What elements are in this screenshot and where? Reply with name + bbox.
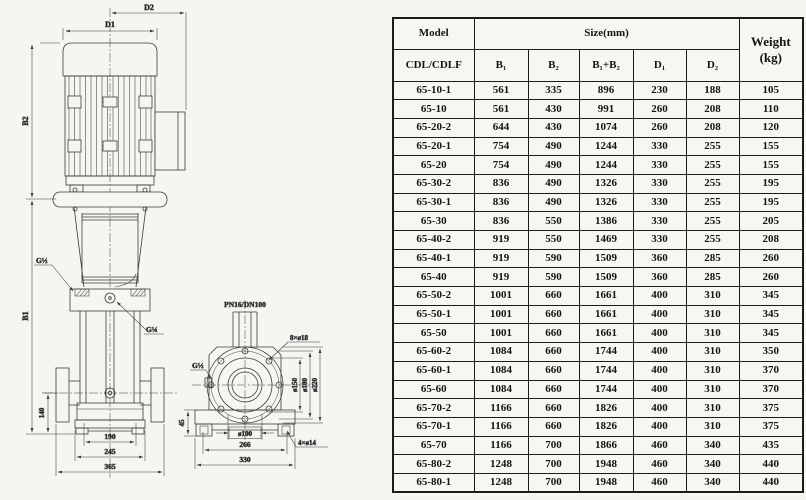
table-row xyxy=(393,343,803,362)
cell-b1: 919 xyxy=(474,268,528,287)
cell-b1: 1248 xyxy=(474,455,528,474)
cell-b2: 335 xyxy=(528,81,579,100)
cell-b2: 700 xyxy=(528,436,579,455)
cell-b2: 550 xyxy=(528,231,579,250)
cell-b1b2: 1244 xyxy=(579,156,633,175)
cell-b1b2: 1661 xyxy=(579,305,633,324)
cell-b1: 1084 xyxy=(474,343,528,362)
header-model: Model xyxy=(393,18,474,49)
cell-b1b2: 1948 xyxy=(579,473,633,492)
cell-d2: 188 xyxy=(686,81,739,100)
side-view-dimensions xyxy=(178,300,328,469)
cell-d2: 310 xyxy=(686,380,739,399)
table-row xyxy=(393,361,803,380)
header-col-b1b2: B₁+B₂ xyxy=(579,49,633,81)
cell-b1b2: 991 xyxy=(579,100,633,119)
cell-d1: 230 xyxy=(633,81,686,100)
header-col-b1: B₁ xyxy=(474,49,528,81)
cell-model: 65-30 xyxy=(393,212,474,231)
cell-weight: 350 xyxy=(739,343,803,362)
spec-table xyxy=(392,17,804,493)
front-view-dimensions xyxy=(21,3,186,476)
cell-d1: 460 xyxy=(633,473,686,492)
cell-b1b2: 1744 xyxy=(579,380,633,399)
cell-b2: 660 xyxy=(528,324,579,343)
table-row xyxy=(393,455,803,474)
cell-d1: 330 xyxy=(633,174,686,193)
cell-b1: 1084 xyxy=(474,361,528,380)
cell-b1b2: 1326 xyxy=(579,174,633,193)
table-row xyxy=(393,174,803,193)
cell-d2: 285 xyxy=(686,249,739,268)
cell-b1b2: 1469 xyxy=(579,231,633,250)
cell-b2: 590 xyxy=(528,268,579,287)
cell-b1: 1166 xyxy=(474,417,528,436)
cell-d1: 330 xyxy=(633,212,686,231)
cell-weight: 120 xyxy=(739,118,803,137)
header-weight-line1: Weight xyxy=(750,33,791,49)
cell-d1: 330 xyxy=(633,231,686,250)
callout-g-quarter: G¼ xyxy=(146,325,158,334)
cell-b2: 700 xyxy=(528,473,579,492)
cell-model: 65-30-1 xyxy=(393,193,474,212)
cell-weight: 260 xyxy=(739,268,803,287)
spec-table-body xyxy=(393,18,803,492)
cell-d2: 255 xyxy=(686,231,739,250)
cell-b1b2: 1661 xyxy=(579,324,633,343)
table-row xyxy=(393,81,803,100)
dim-330: 330 xyxy=(239,455,251,464)
cell-b2: 660 xyxy=(528,380,579,399)
cell-weight: 195 xyxy=(739,193,803,212)
cell-model: 65-70 xyxy=(393,436,474,455)
cell-b1b2: 1866 xyxy=(579,436,633,455)
cell-b1b2: 1661 xyxy=(579,287,633,306)
cell-b2: 490 xyxy=(528,174,579,193)
cell-d2: 255 xyxy=(686,193,739,212)
cell-weight: 435 xyxy=(739,436,803,455)
cell-b2: 660 xyxy=(528,305,579,324)
cell-b1: 919 xyxy=(474,249,528,268)
cell-b1: 561 xyxy=(474,81,528,100)
cell-model: 65-40 xyxy=(393,268,474,287)
cell-weight: 155 xyxy=(739,137,803,156)
cell-d2: 310 xyxy=(686,361,739,380)
cell-model: 65-40-1 xyxy=(393,249,474,268)
cell-weight: 110 xyxy=(739,100,803,119)
cell-weight: 440 xyxy=(739,473,803,492)
header-size: Size(mm) xyxy=(474,18,739,49)
table-row xyxy=(393,100,803,119)
cell-d2: 255 xyxy=(686,212,739,231)
cell-b1: 1001 xyxy=(474,305,528,324)
callout-g-half: G½ xyxy=(36,256,48,265)
cell-model: 65-50-2 xyxy=(393,287,474,306)
header-col-b2: B₂ xyxy=(528,49,579,81)
cell-d2: 310 xyxy=(686,399,739,418)
cell-b2: 430 xyxy=(528,118,579,137)
cell-d2: 310 xyxy=(686,305,739,324)
cell-weight: 105 xyxy=(739,81,803,100)
cell-d2: 310 xyxy=(686,343,739,362)
cell-d1: 460 xyxy=(633,455,686,474)
cell-d2: 310 xyxy=(686,287,739,306)
cell-d1: 400 xyxy=(633,343,686,362)
cell-d1: 360 xyxy=(633,268,686,287)
cell-model: 65-60-1 xyxy=(393,361,474,380)
cell-d1: 400 xyxy=(633,324,686,343)
dim-190: 190 xyxy=(104,432,116,441)
cell-b1b2: 1074 xyxy=(579,118,633,137)
cell-d1: 400 xyxy=(633,287,686,306)
terminal-box xyxy=(155,112,185,170)
cell-model: 65-70-1 xyxy=(393,417,474,436)
dim-d180: ø180 xyxy=(301,378,309,392)
cell-model: 65-50 xyxy=(393,324,474,343)
table-row xyxy=(393,137,803,156)
dim-45: 45 xyxy=(178,419,186,427)
cell-d1: 330 xyxy=(633,193,686,212)
cell-b1: 836 xyxy=(474,212,528,231)
header-model-series: CDL/CDLF xyxy=(393,49,474,81)
cell-model: 65-60-2 xyxy=(393,343,474,362)
cell-d1: 400 xyxy=(633,417,686,436)
cell-model: 65-10 xyxy=(393,100,474,119)
cell-weight: 345 xyxy=(739,324,803,343)
table-row xyxy=(393,268,803,287)
cell-d1: 400 xyxy=(633,380,686,399)
cell-b1: 1248 xyxy=(474,473,528,492)
cell-d2: 340 xyxy=(686,455,739,474)
flange-rating: PN16/DN100 xyxy=(224,300,266,309)
table-header-row-1 xyxy=(393,18,803,49)
cell-b1: 1001 xyxy=(474,324,528,343)
cell-d1: 460 xyxy=(633,436,686,455)
cell-model: 65-70-2 xyxy=(393,399,474,418)
table-row xyxy=(393,399,803,418)
cell-d2: 255 xyxy=(686,137,739,156)
cell-weight: 345 xyxy=(739,287,803,306)
cell-b2: 550 xyxy=(528,212,579,231)
cell-d2: 208 xyxy=(686,100,739,119)
cell-model: 65-10-1 xyxy=(393,81,474,100)
header-weight xyxy=(739,18,803,81)
cell-b1: 1166 xyxy=(474,399,528,418)
cell-b1b2: 1509 xyxy=(579,268,633,287)
table-row xyxy=(393,436,803,455)
front-view xyxy=(44,8,185,478)
cell-b1: 561 xyxy=(474,100,528,119)
cell-b1b2: 1744 xyxy=(579,361,633,380)
cell-b1: 644 xyxy=(474,118,528,137)
cell-b2: 660 xyxy=(528,417,579,436)
dim-b1: B1 xyxy=(21,311,30,321)
cell-b1: 754 xyxy=(474,137,528,156)
cell-d1: 400 xyxy=(633,305,686,324)
cell-b2: 430 xyxy=(528,100,579,119)
cell-b2: 660 xyxy=(528,361,579,380)
header-col-d1: D₁ xyxy=(633,49,686,81)
cell-b1b2: 1826 xyxy=(579,399,633,418)
dim-245: 245 xyxy=(104,447,116,456)
cell-d2: 255 xyxy=(686,174,739,193)
cell-d1: 260 xyxy=(633,118,686,137)
header-col-d2: D₂ xyxy=(686,49,739,81)
cell-weight: 375 xyxy=(739,417,803,436)
table-row xyxy=(393,473,803,492)
callout-g-half-side: G½ xyxy=(192,361,204,370)
dim-d150: ø150 xyxy=(291,378,299,392)
cell-d2: 310 xyxy=(686,324,739,343)
dim-140: 140 xyxy=(38,407,46,419)
cell-model: 65-80-2 xyxy=(393,455,474,474)
cell-d2: 310 xyxy=(686,417,739,436)
cell-d1: 360 xyxy=(633,249,686,268)
cell-weight: 370 xyxy=(739,380,803,399)
cell-b2: 590 xyxy=(528,249,579,268)
dim-d1: D1 xyxy=(105,20,115,29)
cell-model: 65-20-2 xyxy=(393,118,474,137)
cell-b1b2: 1509 xyxy=(579,249,633,268)
table-row xyxy=(393,118,803,137)
table-row xyxy=(393,231,803,250)
cell-model: 65-50-1 xyxy=(393,305,474,324)
table-row xyxy=(393,249,803,268)
cell-d1: 330 xyxy=(633,137,686,156)
cell-d1: 400 xyxy=(633,399,686,418)
cell-model: 65-60 xyxy=(393,380,474,399)
cell-b1: 919 xyxy=(474,231,528,250)
dim-266: 266 xyxy=(239,440,251,449)
cell-b1: 1001 xyxy=(474,287,528,306)
cell-b1: 836 xyxy=(474,174,528,193)
cell-b1b2: 896 xyxy=(579,81,633,100)
cell-b2: 660 xyxy=(528,399,579,418)
cell-b1b2: 1326 xyxy=(579,193,633,212)
cell-d2: 340 xyxy=(686,436,739,455)
header-weight-line2: (kg) xyxy=(759,49,782,65)
table-row xyxy=(393,287,803,306)
suction-flange xyxy=(56,368,69,422)
cell-b1b2: 1744 xyxy=(579,343,633,362)
cell-weight: 370 xyxy=(739,361,803,380)
cell-b1: 1166 xyxy=(474,436,528,455)
cell-model: 65-20 xyxy=(393,156,474,175)
discharge-flange xyxy=(151,368,164,422)
cell-b2: 660 xyxy=(528,287,579,306)
cell-weight: 205 xyxy=(739,212,803,231)
cell-b2: 700 xyxy=(528,455,579,474)
callout-bolt4: 4×ø14 xyxy=(298,439,316,447)
cell-b1b2: 1244 xyxy=(579,137,633,156)
cell-b1b2: 1826 xyxy=(579,417,633,436)
table-row xyxy=(393,380,803,399)
cell-model: 65-40-2 xyxy=(393,231,474,250)
pump-technical-drawing xyxy=(0,0,390,500)
table-row xyxy=(393,305,803,324)
cell-d1: 330 xyxy=(633,156,686,175)
cell-weight: 208 xyxy=(739,231,803,250)
cell-d2: 208 xyxy=(686,118,739,137)
cell-d2: 340 xyxy=(686,473,739,492)
cell-weight: 260 xyxy=(739,249,803,268)
cell-b1: 754 xyxy=(474,156,528,175)
table-row xyxy=(393,417,803,436)
cell-b1: 836 xyxy=(474,193,528,212)
cell-d1: 260 xyxy=(633,100,686,119)
cell-weight: 345 xyxy=(739,305,803,324)
cell-b2: 490 xyxy=(528,156,579,175)
cell-d2: 285 xyxy=(686,268,739,287)
cell-weight: 195 xyxy=(739,174,803,193)
table-row xyxy=(393,324,803,343)
cell-weight: 440 xyxy=(739,455,803,474)
dim-d2: D2 xyxy=(144,3,154,12)
callout-bolt8: 8×ø18 xyxy=(290,334,308,342)
cell-d1: 400 xyxy=(633,361,686,380)
cell-model: 65-30-2 xyxy=(393,174,474,193)
dim-d100: ø100 xyxy=(238,430,252,438)
cell-b1b2: 1948 xyxy=(579,455,633,474)
table-row xyxy=(393,156,803,175)
dim-b2: B2 xyxy=(21,116,30,126)
table-row xyxy=(393,212,803,231)
cell-d2: 255 xyxy=(686,156,739,175)
cell-b2: 490 xyxy=(528,137,579,156)
cell-weight: 375 xyxy=(739,399,803,418)
cell-b1b2: 1386 xyxy=(579,212,633,231)
cell-model: 65-80-1 xyxy=(393,473,474,492)
dim-d220: ø220 xyxy=(311,378,319,392)
table-row xyxy=(393,193,803,212)
cell-b2: 490 xyxy=(528,193,579,212)
cell-b2: 660 xyxy=(528,343,579,362)
dim-365: 365 xyxy=(104,462,116,471)
cell-b1: 1084 xyxy=(474,380,528,399)
cell-weight: 155 xyxy=(739,156,803,175)
cell-model: 65-20-1 xyxy=(393,137,474,156)
